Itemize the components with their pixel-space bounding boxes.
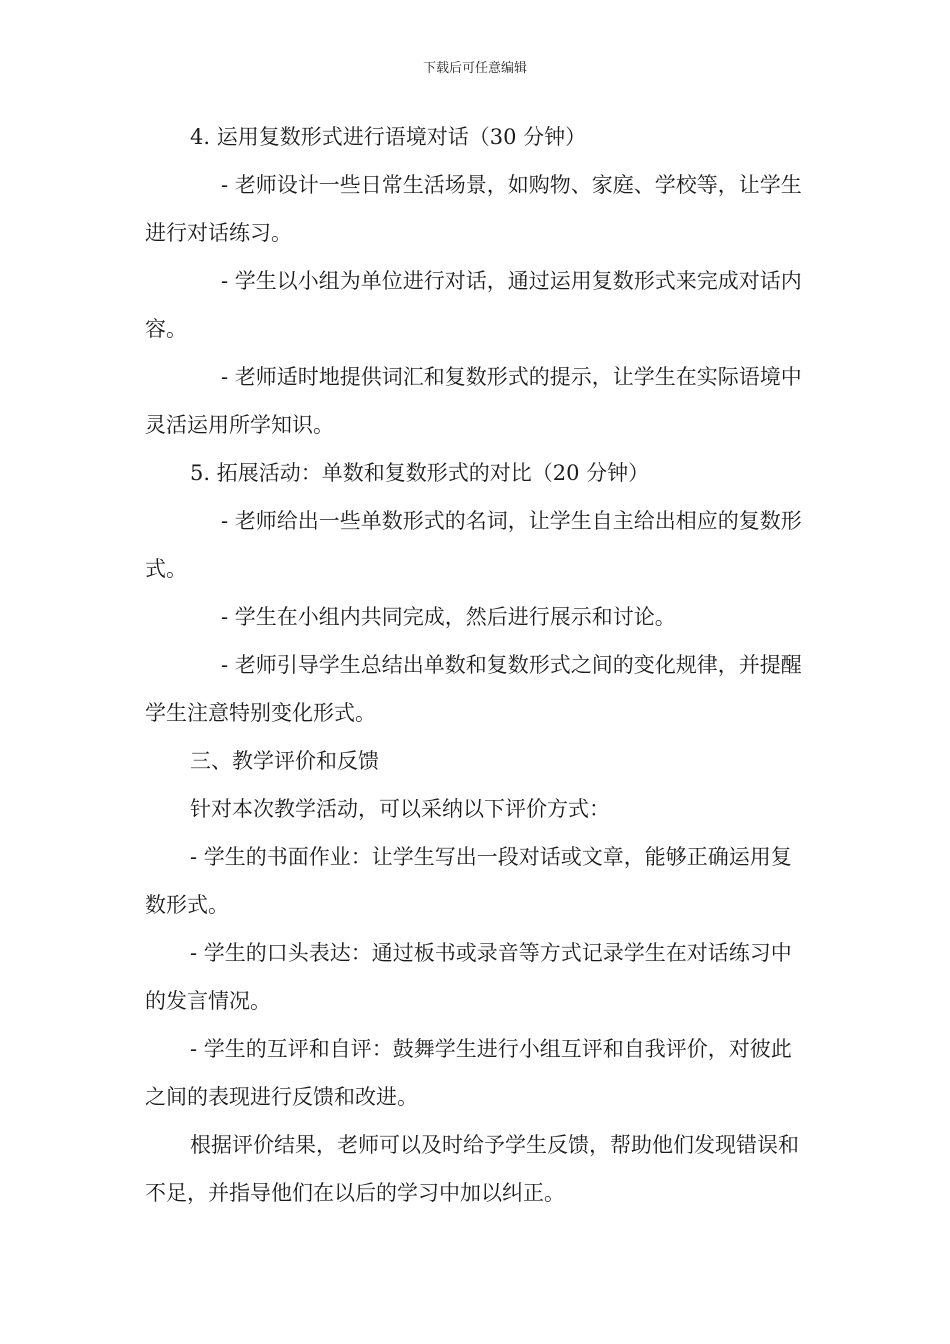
paragraph-peer-self-evaluation: - 学生的互评和自评：鼓舞学生进行小组互评和自我评价，对彼此之间的表现进行反馈和改进。 — [145, 1037, 792, 1109]
paragraph-evaluation-intro: 针对本次教学活动，可以采纳以下评价方式： — [190, 797, 610, 821]
paragraph-oral-expression: - 学生的口头表达：通过板书或录音等方式记录学生在对话练习中的发言情况。 — [145, 941, 792, 1013]
paragraph-section-3-heading: 三、教学评价和反馈 — [190, 749, 379, 773]
document-body — [145, 113, 805, 1217]
paragraph-written-homework: - 学生的书面作业：让学生写出一段对话或文章，能够正确运用复数形式。 — [145, 845, 792, 917]
paragraph-section-5-title: 5. 拓展活动：单数和复数形式的对比（20 分钟） — [190, 461, 650, 485]
paragraph-teacher-give-nouns: - 老师给出一些单数形式的名词，让学生自主给出相应的复数形式。 — [145, 509, 802, 581]
paragraph-section-4-title: 4. 运用复数形式进行语境对话（30 分钟） — [190, 125, 587, 149]
page-header-note: 下载后可任意编辑 — [422, 61, 527, 76]
paragraph-student-group-complete: - 学生在小组内共同完成，然后进行展示和讨论。 — [221, 605, 676, 629]
paragraph-teacher-guide-summary: - 老师引导学生总结出单数和复数形式之间的变化规律，并提醒学生注意特别变化形式。 — [145, 653, 802, 725]
paragraph-teacher-provide-hints: - 老师适时地提供词汇和复数形式的提示，让学生在实际语境中灵活运用所学知识。 — [145, 365, 802, 437]
paragraph-teacher-design-scenes: - 老师设计一些日常生活场景，如购物、家庭、学校等，让学生进行对话练习。 — [145, 173, 802, 245]
paragraph-student-group-dialogue: - 学生以小组为单位进行对话，通过运用复数形式来完成对话内容。 — [145, 269, 802, 341]
paragraph-feedback-conclusion: 根据评价结果，老师可以及时给予学生反馈，帮助他们发现错误和不足，并指导他们在以后的学习中加以纠正。 — [145, 1133, 799, 1205]
